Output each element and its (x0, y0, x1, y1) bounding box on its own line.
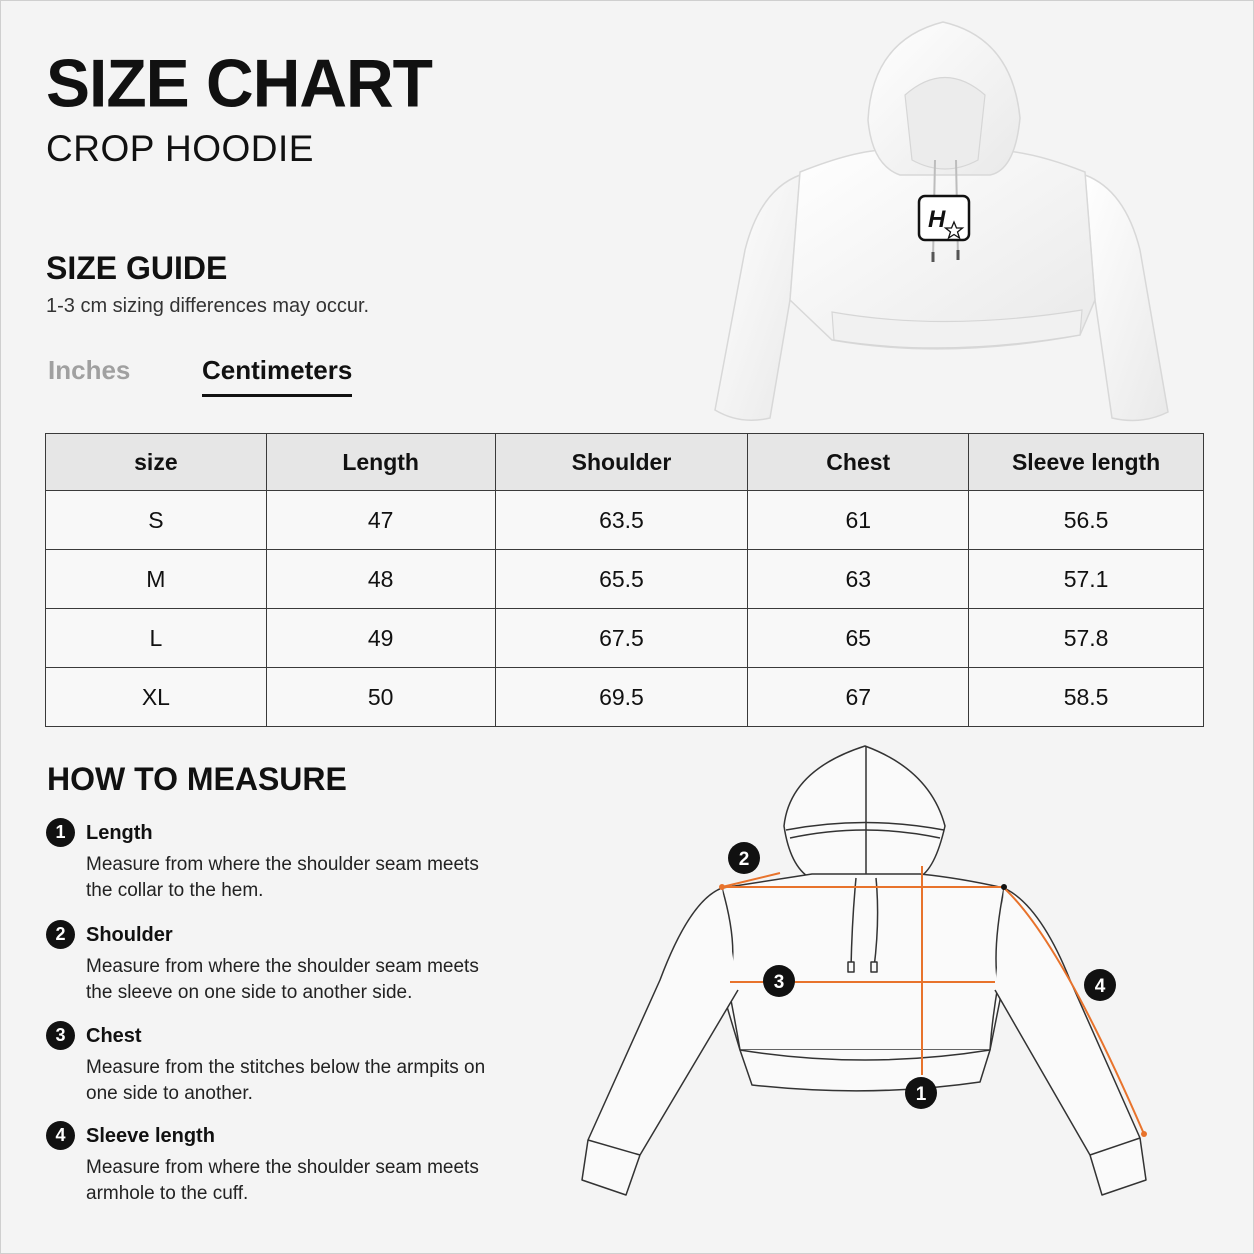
diagram-badge-chest (763, 965, 795, 997)
table-cell: 63 (748, 550, 969, 609)
step-title: Sleeve length (86, 1125, 215, 1147)
step-title: Chest (86, 1025, 142, 1047)
column-header-chest: Chest (748, 434, 969, 491)
table-cell: 63.5 (495, 491, 748, 550)
table-cell: 56.5 (969, 491, 1204, 550)
how-to-measure-heading: HOW TO MEASURE (47, 761, 347, 797)
table-cell: 65.5 (495, 550, 748, 609)
column-header-shoulder: Shoulder (495, 434, 748, 491)
table-cell: XL (46, 668, 267, 727)
guide-endpoint (1141, 1131, 1147, 1137)
step-description: Measure from the stitches below the armpits on one side to another. (86, 1057, 486, 1104)
badge-number: 1 (915, 1084, 927, 1105)
column-header-size: size (46, 434, 267, 491)
size-guide-note: 1-3 cm sizing differences may occur. (46, 295, 370, 317)
table-cell: 57.1 (969, 550, 1204, 609)
tab-centimeters[interactable]: Centimeters (202, 354, 352, 397)
diagram-badge-sleeve-length (1084, 969, 1116, 1001)
table-cell: 58.5 (969, 668, 1204, 727)
step-number-badge: 1 (46, 818, 75, 847)
table-cell: L (46, 609, 267, 668)
table-cell: 61 (748, 491, 969, 550)
step-title: Shoulder (86, 924, 173, 946)
table-cell: 48 (266, 550, 495, 609)
size-guide-heading: SIZE GUIDE (46, 250, 228, 286)
logo-letter: H (928, 206, 946, 233)
table-cell: 67.5 (495, 609, 748, 668)
column-header-length: Length (266, 434, 495, 491)
guide-endpoint (719, 884, 725, 890)
badge-number: 4 (1094, 976, 1106, 997)
table-cell: M (46, 550, 267, 609)
tab-inches[interactable]: Inches (48, 355, 131, 385)
guide-endpoint (1001, 884, 1007, 890)
product-name: CROP HOODIE (46, 128, 314, 169)
table-cell: 57.8 (969, 609, 1204, 668)
diagram-badge-length (905, 1077, 937, 1109)
step-title: Length (86, 822, 153, 844)
table-cell: 65 (748, 609, 969, 668)
hoodie-line-drawing (582, 746, 1146, 1195)
step-description: Measure from where the shoulder seam meets the collar to the hem. (86, 854, 479, 901)
table-cell: S (46, 491, 267, 550)
step-description: Measure from where the shoulder seam meets armhole to the cuff. (86, 1157, 479, 1204)
step-number-badge: 2 (46, 920, 75, 949)
step-number-badge: 3 (46, 1021, 75, 1050)
table-cell: 47 (266, 491, 495, 550)
badge-number: 2 (738, 849, 750, 870)
step-number-badge: 4 (46, 1121, 75, 1150)
table-cell: 69.5 (495, 668, 748, 727)
diagram-badge-shoulder (728, 842, 760, 874)
column-header-sleeve-length: Sleeve length (969, 434, 1204, 491)
step-description: Measure from where the shoulder seam meets the sleeve on one side to another side. (86, 956, 479, 1003)
badge-number: 3 (773, 972, 785, 993)
page-title: SIZE CHART (46, 45, 432, 121)
table-cell: 50 (266, 668, 495, 727)
table-cell: 49 (266, 609, 495, 668)
table-cell: 67 (748, 668, 969, 727)
